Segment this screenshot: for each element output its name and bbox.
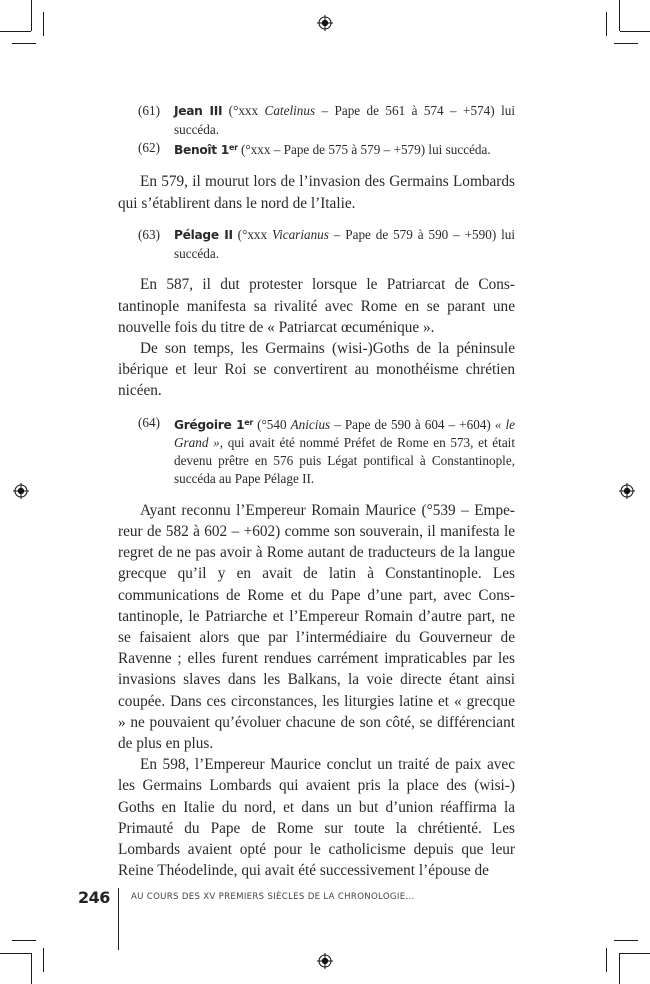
body-paragraph: En 598, l’Empereur Maurice conclut un traité de paix avec les Germains Lombards qui avaient pris la place des (wisi-) Goths en Italie du nord, et dans un but d’union réaffirma la Primauté du Pape de Rome sur toute la chrétienté. Les Lombards avaient opté pour le catholicisme depuis que leur Reine Théodelinde, qui avait été successivement l’épouse de bbox=[118, 756, 515, 880]
crop-mark bbox=[619, 953, 620, 984]
page-number: 246 bbox=[78, 888, 110, 907]
crop-mark bbox=[31, 0, 32, 31]
running-head: AU COURS DES XV PREMIERS SIÈCLES DE LA CHRONOLOGIE... bbox=[131, 892, 415, 902]
pope-name: Grégoire 1er bbox=[174, 417, 254, 432]
pope-entry: (61) Jean III (°xxx Catelinus – Pape de 561 à 574 – +574) lui succéda. bbox=[138, 103, 515, 137]
entry-number: (63) bbox=[138, 226, 160, 242]
entry-number: (61) bbox=[138, 103, 160, 118]
crop-mark bbox=[31, 953, 32, 984]
registration-mark-icon bbox=[13, 483, 29, 499]
registration-mark-icon bbox=[317, 953, 333, 969]
pope-entry: (64) Grégoire 1er (°540 Anicius – Pape de 590 à 604 – +604) « le Grand », qui avait été nommé Préfet de Rome en 573, et était devenu prêtre en 576 puis Légat pontifical à Constantinople, succéda au Pape Pélage II. bbox=[138, 414, 516, 486]
crop-mark bbox=[620, 31, 650, 32]
crop-mark bbox=[614, 43, 638, 44]
crop-mark bbox=[43, 12, 44, 36]
registration-mark-icon bbox=[619, 483, 635, 499]
pope-name: Pélage II bbox=[174, 227, 233, 242]
entry-number: (62) bbox=[138, 139, 160, 155]
pope-entry: (62) Benoît 1er (°xxx – Pape de 575 à 579 – +579) lui succéda. bbox=[138, 139, 491, 157]
body-paragraph: En 587, il dut protester lorsque le Patriarcat de Constantinople manifesta sa rivalité avec Rome en se parant une nouvelle fois du titre de « Patriarcat œcuménique ». bbox=[118, 276, 515, 336]
body-paragraph: Ayant reconnu l’Empereur Romain Maurice (°539 – Empereur de 582 à 602 – +602) comme son souverain, il manifesta le regret de ne pas avoir à Rome autant de traducteurs de la langue grecque qu’il y en avait de latin à Constantinople. Les communications de Rome et du Pape d’une part, avec Constantinople, le Patriarche et l’Empereur Romain d’autre part, ne se faisaient alors que par l’intermédiaire du Gouverneur de Ravenne ; elles furent rendues carrément impraticables par les invasions slaves dans les Balkans, la voie directe étant ainsi coupée. Dans ces circonstances, les liturgies latine et « grecque » ne pouvaient qu’évoluer chacune de son côté, se différenciant de plus en plus. bbox=[118, 501, 515, 753]
entry-number: (64) bbox=[138, 414, 160, 430]
registration-mark-icon bbox=[317, 15, 333, 31]
crop-mark bbox=[606, 12, 607, 36]
body-paragraph: De son temps, les Germains (wisi-)Goths de la péninsule ibérique et leur Roi se convertirent au monothéisme chrétien nicéen. bbox=[118, 340, 515, 400]
crop-mark bbox=[619, 0, 620, 31]
pope-name: Benoît 1er bbox=[174, 142, 238, 157]
pope-entry: (63) Pélage II (°xxx Vicarianus – Pape de 579 à 590 – +590) lui succéda. bbox=[138, 226, 516, 261]
page-footer bbox=[0, 880, 650, 955]
crop-mark bbox=[12, 43, 36, 44]
footer-divider bbox=[118, 888, 119, 950]
pope-name: Jean III bbox=[174, 104, 223, 118]
body-paragraph: En 579, il mourut lors de l’invasion des Germains Lombards qui s’établirent dans le nord de l’Italie. bbox=[118, 173, 515, 212]
crop-mark bbox=[0, 31, 31, 32]
page-body bbox=[118, 102, 515, 881]
